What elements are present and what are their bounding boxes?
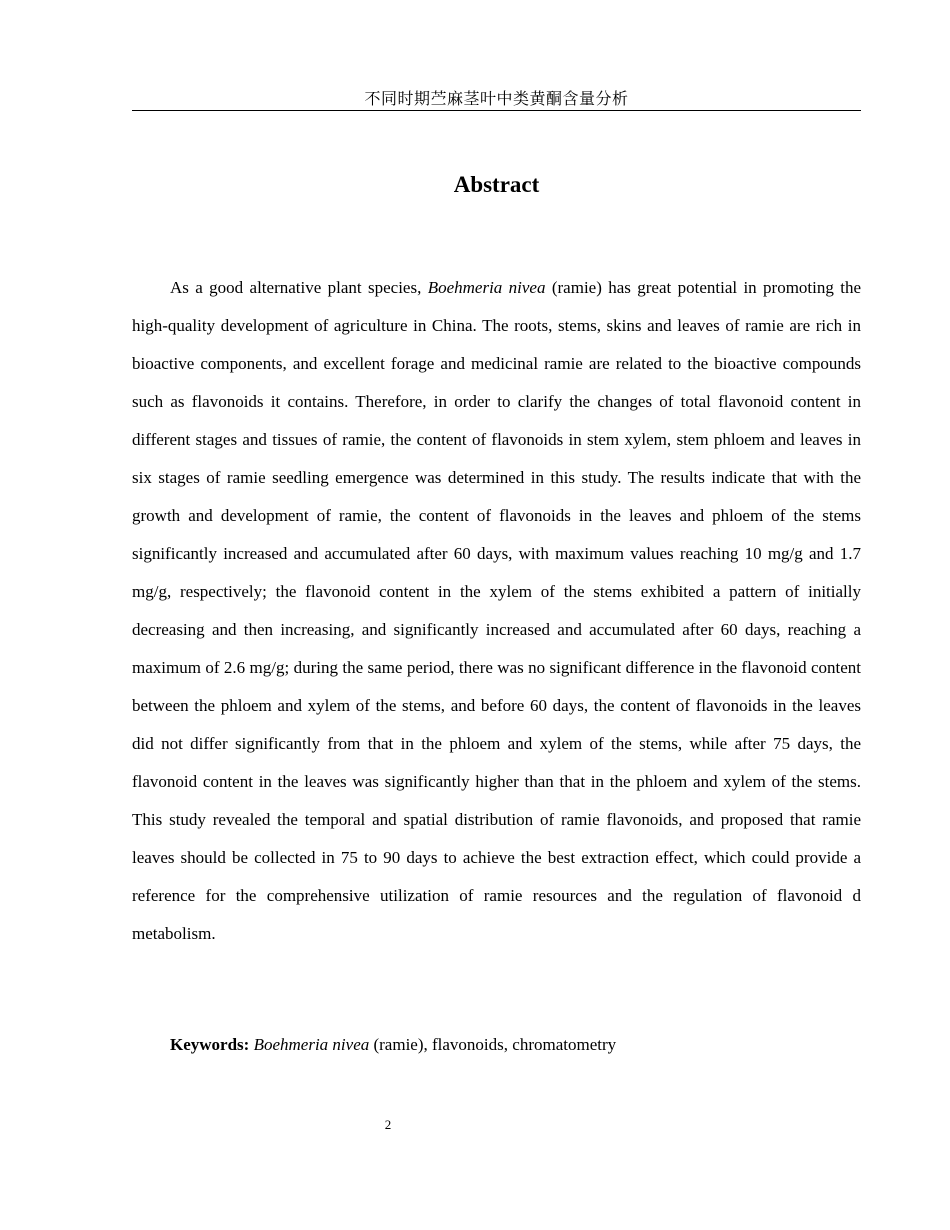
running-header: 不同时期苎麻茎叶中类黄酮含量分析 [364,89,629,108]
keywords-line [170,1032,860,1058]
header-rule [132,110,861,111]
keywords-label: Keywords: [170,1035,250,1054]
abstract-body-rest: (ramie) has great potential in promoting the high-quality development of agriculture in China. The roots, stems, skins and leaves of ramie are rich in bioactive components, and excellent forage and medicinal ramie are related to the bioactive compounds such as flavonoids it contains. Therefore, in order to clarify the changes of total flavonoid content in different stages and tissues of ramie, the content of flavonoids in stem xylem, stem phloem and leaves in six stages of ramie seedling emergence was determined in this study. The results indicate that with the growth and development of ramie, the content of flavonoids in the leaves and phloem of the stems significantly increased and accumulated after 60 days, with maximum values reaching 10 mg/g and 1.7 mg/g, respectively; the flavonoid content in the xylem of the stems exhibited a pattern of initially decreasing and then increasing, and significantly increased and accumulated after 60 days, reaching a maximum of 2.6 mg/g; during the same period, there was no significant difference in the flavonoid content between the phloem and xylem of the stems, and before 60 days, the content of flavonoids in the leaves did not differ significantly from that in the phloem and xylem of the stems, while after 75 days, the flavonoid content in the leaves was significantly higher than that in the phloem and xylem of the stems. This study revealed the temporal and spatial distribution of ramie flavonoids, and proposed that ramie leaves should be collected in 75 to 90 days to achieve the best extraction effect, which could provide a reference for the comprehensive utilization of ramie resources and the regulation of flavonoid d metabolism. [132,278,862,943]
abstract-species-name: Boehmeria nivea [427,278,546,297]
page-number: 2 [384,1117,392,1132]
keywords-species-name: Boehmeria nivea [253,1035,370,1054]
abstract-title: Abstract [453,172,540,197]
abstract-body-lead: As a good alternative plant species, [170,278,428,297]
abstract-body [132,269,861,953]
keywords-rest: (ramie), flavonoids, chromatometry [369,1035,617,1054]
